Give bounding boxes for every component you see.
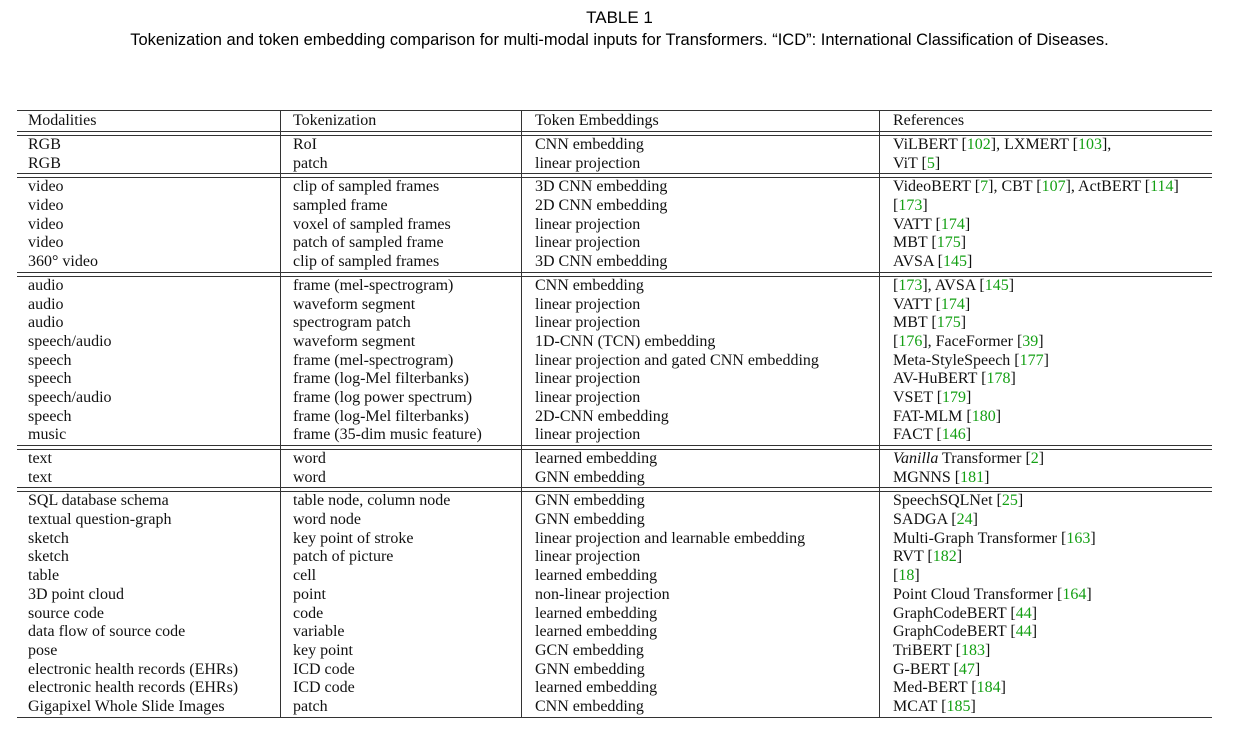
embedding-cell: GNN embedding [535,511,645,529]
embedding-cell: 2D-CNN embedding [535,407,669,425]
tokenization-cell: sampled frame [293,197,388,215]
reference-text: ], CBT [ [988,178,1042,196]
modality-cell: RGB [28,154,61,172]
reference-text: VSET [ [893,388,943,406]
citation-link[interactable]: 145 [984,276,1009,294]
modality-cell: speech/audio [28,388,112,406]
reference-text: ] [1038,450,1045,467]
embedding-cell: learned embedding [535,679,658,697]
bottom-rule [17,717,1212,718]
tokenization-cell: table node, column node [293,492,451,510]
reference-text: VATT [ [893,295,941,313]
reference-text: VATT [ [893,215,941,233]
citation-link[interactable]: 44 [1015,623,1032,641]
tokenization-cell: voxel of sampled frames [293,215,451,233]
modality-cell: video [28,215,64,233]
references-cell [893,605,1037,624]
reference-text: ] [984,641,991,659]
table-row [17,370,1212,389]
modality-cell: speech [28,407,72,425]
references-cell [893,530,1096,549]
reference-text: ], [1101,136,1112,153]
tokenization-cell: word [293,468,326,486]
tokenization-cell: cell [293,567,317,585]
citation-link[interactable]: 174 [940,215,965,233]
reference-text: ] [970,697,976,715]
table-row [17,253,1212,272]
reference-text: ] [984,468,990,486]
citation-link[interactable]: 146 [941,426,966,444]
reference-text: AVSA [ [893,253,943,271]
citation-link[interactable]: 39 [1022,332,1039,350]
table-row [17,586,1212,605]
table-row [17,197,1212,216]
citation-link[interactable]: 185 [946,697,971,715]
table-row [17,352,1212,371]
reference-text: G-BERT [ [893,660,959,678]
embedding-cell: 3D CNN embedding [535,253,668,271]
references-cell [893,586,1092,605]
tokenization-cell: patch of sampled frame [293,234,444,252]
references-cell [893,567,920,586]
references-cell [893,296,970,315]
citation-link[interactable]: 183 [960,641,985,659]
citation-link[interactable]: 177 [1019,351,1044,369]
reference-text: Vanilla [893,450,939,467]
references-cell [893,426,971,445]
references-cell [893,679,1006,698]
comparison-table [17,110,1212,718]
reference-text: ] [1038,332,1044,350]
reference-text: SADGA [ [893,511,957,529]
references-cell [893,155,940,174]
references-cell [893,661,980,680]
modality-cell: audio [28,276,64,294]
reference-text: ] [1086,585,1092,603]
modality-cell: Gigapixel Whole Slide Images [28,697,225,715]
modality-cell: table [28,567,60,585]
references-cell [893,389,971,408]
table-row [17,548,1212,567]
table-row [17,408,1212,427]
reference-text: ] [966,253,973,271]
tokenization-cell: key point [293,641,353,659]
reference-text: MBT [ [893,314,937,332]
reference-text: Meta-StyleSpeech [ [893,351,1020,369]
modality-cell: speech [28,351,72,369]
reference-text: ] [995,407,1002,425]
tokenization-cell: frame (log power spectrum) [293,388,473,406]
reference-text: ViLBERT [ [893,136,967,153]
reference-text: ] [1043,351,1049,369]
reference-text: [ [893,197,899,215]
tokenization-cell: clip of sampled frames [293,253,440,271]
modality-cell: video [28,197,64,215]
reference-text: ] [1000,679,1006,697]
reference-text: ] [1031,604,1038,622]
header-token-embeddings: Token Embeddings [535,112,659,129]
tokenization-cell: variable [293,623,345,641]
references-cell [893,642,990,661]
embedding-cell: linear projection and learnable embedding [535,529,806,547]
table-row [17,426,1212,445]
table-row [17,389,1212,408]
citation-link[interactable]: 178 [986,370,1011,388]
table-groups [17,131,1212,717]
table-row [17,216,1212,235]
tokenization-cell: RoI [293,136,317,153]
table-row [17,492,1212,511]
citation-link[interactable]: 145 [942,253,967,271]
citation-link[interactable]: 180 [971,407,996,425]
tokenization-cell: waveform segment [293,295,416,313]
citation-link[interactable]: 182 [932,548,957,566]
header-modalities: Modalities [28,112,97,129]
citation-link[interactable]: 107 [1041,178,1066,196]
embedding-cell: GNN embedding [535,492,645,510]
embedding-cell: 3D CNN embedding [535,178,668,196]
modality-cell: music [28,426,67,444]
references-cell [893,314,966,333]
references-cell [893,469,989,488]
citation-link[interactable]: 7 [980,178,989,196]
modality-cell: video [28,234,64,252]
tokenization-cell: frame (mel-spectrogram) [293,351,454,369]
modality-cell: audio [28,295,64,313]
reference-text: ] [1017,492,1024,510]
embedding-cell: GCN embedding [535,641,644,659]
citation-link[interactable]: 114 [1150,178,1174,196]
modality-cell: speech/audio [28,332,112,350]
reference-text: ] [974,660,981,678]
embedding-cell: linear projection [535,314,641,332]
modality-cell: textual question-graph [28,511,172,529]
reference-text: ], AVSA [ [922,276,985,294]
reference-text: ] [914,567,920,585]
reference-text: FAT-MLM [ [893,407,972,425]
reference-text: ], LXMERT [ [990,136,1078,153]
citation-link[interactable]: 24 [956,511,973,529]
tokenization-cell: waveform segment [293,332,416,350]
reference-text: AV-HuBERT [ [893,370,987,388]
tokenization-cell: ICD code [293,660,355,678]
reference-text: ] [966,388,972,406]
citation-link[interactable]: 25 [1001,492,1018,510]
references-cell [893,623,1037,642]
modality-cell: 360° video [28,253,98,271]
modality-cell: pose [28,641,58,659]
table-row [17,679,1212,698]
tokenization-cell: key point of stroke [293,529,414,547]
references-cell [893,333,1044,352]
embedding-cell: 2D CNN embedding [535,197,668,215]
citation-link[interactable]: 163 [1066,529,1091,547]
tokenization-cell: point [293,585,326,603]
tokenization-cell: word [293,450,326,467]
reference-text: ] [960,234,967,252]
reference-text: SpeechSQLNet [ [893,492,1002,510]
reference-text: ] [960,314,967,332]
embedding-cell: non-linear projection [535,585,670,603]
table-row [17,296,1212,315]
citation-link[interactable]: 184 [976,679,1001,697]
tokenization-cell: frame (35-dim music feature) [293,426,482,444]
reference-text: [ [893,332,899,350]
citation-link[interactable]: 174 [940,295,965,313]
table-row [17,605,1212,624]
citation-link[interactable]: 2 [1030,450,1039,467]
modality-cell: speech [28,370,72,388]
tokenization-cell: frame (log-Mel filterbanks) [293,407,469,425]
citation-link[interactable]: 102 [966,136,991,153]
embedding-cell: linear projection [535,548,641,566]
reference-text: MBT [ [893,234,937,252]
citation-link[interactable]: 173 [898,197,923,215]
tokenization-cell: word node [293,511,361,529]
header-row [17,111,1212,131]
citation-link[interactable]: 5 [926,154,935,172]
citation-link[interactable]: 179 [942,388,967,406]
modality-cell: SQL database schema [28,492,169,510]
table-row [17,136,1212,155]
references-cell [893,178,1179,197]
reference-text: [ [893,276,899,294]
citation-link[interactable]: 164 [1062,585,1087,603]
embedding-cell: learned embedding [535,450,658,467]
modality-cell: sketch [28,529,69,547]
reference-text: ] [964,215,971,233]
tokenization-cell: frame (log-Mel filterbanks) [293,370,469,388]
citation-link[interactable]: 173 [898,276,923,294]
embedding-cell: linear projection [535,215,641,233]
tokenization-cell: patch [293,697,328,715]
references-cell [893,234,966,253]
table-row [17,623,1212,642]
embedding-cell: GNN embedding [535,660,645,678]
references-cell [893,136,1111,155]
reference-text: ] [934,154,941,172]
embedding-cell: GNN embedding [535,468,645,486]
tokenization-cell: patch of picture [293,548,394,566]
header-tokenization: Tokenization [293,112,377,129]
embedding-cell: linear projection [535,426,641,444]
references-cell [893,197,928,216]
table-label: TABLE 1 [586,8,653,27]
reference-text: ], ActBERT [ [1065,178,1151,196]
references-cell [893,698,976,717]
table-row [17,642,1212,661]
table-row [17,469,1212,488]
reference-text: ] [965,426,972,444]
reference-text: ] [1008,276,1015,294]
references-cell [893,450,1044,469]
modality-cell: sketch [28,548,69,566]
modality-cell: source code [28,604,104,622]
modality-cell: text [28,468,52,486]
references-cell [893,277,1014,296]
column-divider [879,111,880,717]
reference-text: ] [1173,178,1179,196]
reference-text: ] [922,197,928,215]
reference-text: Multi-Graph Transformer [ [893,529,1067,547]
embedding-cell: linear projection [535,388,641,406]
reference-text: ] [1010,370,1016,388]
reference-text: VideoBERT [ [893,178,981,196]
references-cell [893,253,972,272]
references-cell [893,216,970,235]
reference-text: RVT [ [893,548,933,566]
tokenization-cell: frame (mel-spectrogram) [293,276,454,294]
table-row [17,567,1212,586]
embedding-cell: linear projection [535,154,641,172]
modality-cell: data flow of source code [28,623,186,641]
table-row [17,277,1212,296]
embedding-cell: learned embedding [535,567,658,585]
embedding-cell: learned embedding [535,604,658,622]
reference-text: Med-BERT [ [893,679,977,697]
modality-cell: electronic health records (EHRs) [28,660,239,678]
table-row [17,314,1212,333]
table-caption: Tokenization and token embedding comparison for multi-modal inputs for Transformers. “ICD”: International Classification of Diseases. [130,31,1109,49]
reference-text: ] [956,548,963,566]
reference-text: Point Cloud Transformer [ [893,585,1063,603]
embedding-cell: linear projection and gated CNN embedding [535,351,819,369]
table-row [17,234,1212,253]
table-row [17,178,1212,197]
table-row [17,450,1212,469]
reference-text: Transformer [ [938,450,1031,467]
embedding-cell: linear projection [535,234,641,252]
reference-text: GraphCodeBERT [ [893,623,1016,641]
reference-text: [ [893,567,899,585]
citation-link[interactable]: 44 [1015,604,1032,622]
embedding-cell: linear projection [535,370,641,388]
references-cell [893,370,1016,389]
reference-text: MGNNS [ [893,468,961,486]
table-body [17,111,1212,717]
embedding-cell: CNN embedding [535,697,644,715]
reference-text: ], FaceFormer [ [922,332,1023,350]
reference-text: ] [964,295,971,313]
table-row [17,698,1212,717]
reference-text: TriBERT [ [893,641,961,659]
modality-cell: audio [28,314,64,332]
table-row [17,155,1212,174]
modality-cell: video [28,178,64,196]
embedding-cell: 1D-CNN (TCN) embedding [535,332,716,350]
modality-cell: RGB [28,136,61,153]
reference-text: ] [1090,529,1096,547]
references-cell [893,492,1023,511]
column-divider [521,111,522,717]
reference-text: ViT [ [893,154,927,172]
references-cell [893,352,1049,371]
reference-text: GraphCodeBERT [ [893,604,1016,622]
modality-cell: text [28,450,52,467]
embedding-cell: learned embedding [535,623,658,641]
references-cell [893,511,978,530]
reference-text: ] [1031,623,1038,641]
citation-link[interactable]: 47 [958,660,975,678]
citation-link[interactable]: 175 [936,234,961,252]
embedding-cell: CNN embedding [535,136,644,153]
modality-cell: electronic health records (EHRs) [28,679,239,697]
modality-cell: 3D point cloud [28,585,124,603]
tokenization-cell: code [293,604,324,622]
header-references: References [893,112,965,129]
citation-link[interactable]: 175 [936,314,961,332]
table-row [17,333,1212,352]
reference-text: ] [972,511,978,529]
references-cell [893,408,1001,427]
column-divider [280,111,281,717]
tokenization-cell: patch [293,154,328,172]
table-row [17,530,1212,549]
tokenization-cell: clip of sampled frames [293,178,440,196]
tokenization-cell: ICD code [293,679,355,697]
references-cell [893,548,962,567]
reference-text: MCAT [ [893,697,947,715]
tokenization-cell: spectrogram patch [293,314,411,332]
citation-link[interactable]: 176 [898,332,923,350]
table-row [17,511,1212,530]
embedding-cell: linear projection [535,295,641,313]
citation-link[interactable]: 103 [1077,136,1102,153]
citation-link[interactable]: 181 [960,468,985,486]
embedding-cell: CNN embedding [535,276,644,294]
reference-text: FACT [ [893,426,942,444]
table-row [17,661,1212,680]
citation-link[interactable]: 18 [898,567,915,585]
